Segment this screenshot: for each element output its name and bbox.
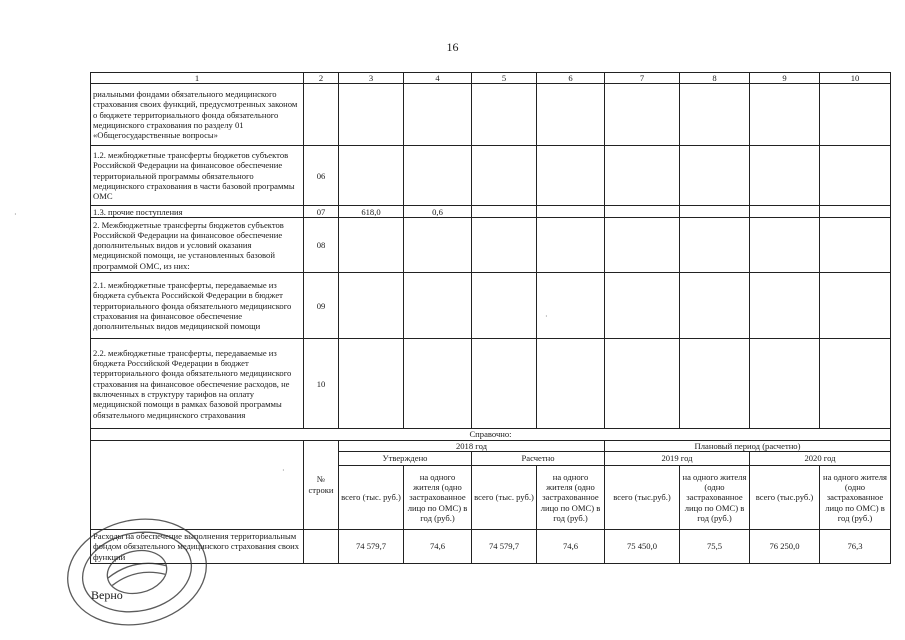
scan-speck: ·: [282, 466, 285, 475]
row-description: 2.1. межбюджетные трансферты, передаваемые из бюджета субъекта Российской Федерации в бюджет территориального фонда обязательного медицинского страхования на финансовое обеспечение дополнительных видов медицинской помощи: [91, 273, 304, 339]
approved-header: Утверждено: [339, 451, 472, 465]
row-description: риальными фондами обязательного медицинского страхования своих функций, предусмотренных законом о бюджете территориального фонда обязательного медицинского страхования по разделу 01 «Общегосударственные вопросы»: [91, 84, 304, 146]
table-row: [91, 339, 891, 429]
reference-title: Справочно:: [91, 429, 891, 440]
per-person-header: на одного жителя (одно застрахованное лицо по ОМС) в год (руб.): [537, 465, 605, 529]
col-num: 10: [820, 73, 891, 84]
cell-value: 74 579,7: [339, 529, 404, 563]
total-header: всего (тыс. руб.): [339, 465, 404, 529]
per-person-header: на одного жителя (одно застрахованное лицо по ОМС) в год (руб.): [404, 465, 472, 529]
reference-title-row: [91, 429, 891, 440]
row-code: [304, 84, 339, 146]
row-code: 07: [304, 206, 339, 218]
col-num: 9: [750, 73, 820, 84]
table-row: [91, 218, 891, 273]
estimated-header: Расчетно: [472, 451, 605, 465]
cell-value: 74 579,7: [472, 529, 537, 563]
year-2020-header: 2020 год: [750, 451, 891, 465]
col-num: 3: [339, 73, 404, 84]
col-num: 6: [537, 73, 605, 84]
cell-value: 74,6: [404, 529, 472, 563]
cell-value: 76 250,0: [750, 529, 820, 563]
per-person-header: на одного жителя (одно застрахованное лицо по ОМС) в год (руб.): [680, 465, 750, 529]
row-code: 10: [304, 339, 339, 429]
cell-value: 75,5: [680, 529, 750, 563]
column-number-row: [91, 73, 891, 84]
scan-speck: ·: [14, 210, 17, 219]
col-num: 4: [404, 73, 472, 84]
cell-value: 75 450,0: [605, 529, 680, 563]
reference-header-row: [91, 440, 891, 451]
per-person-header: на одного жителя (одно застрахованное лицо по ОМС) в год (руб.): [820, 465, 891, 529]
verno-mark: Верно: [91, 588, 123, 602]
year-2019-header: 2019 год: [605, 451, 750, 465]
scan-speck: ·: [545, 312, 548, 321]
row-code: 09: [304, 273, 339, 339]
row-number-header: № строки: [304, 440, 339, 529]
row-description: 2. Межбюджетные трансферты бюджетов субъектов Российской Федерации на финансовое обеспечение дополнительных видов и условий оказания медицинской помощи, не установленных базовой программой ОМС, из них:: [91, 218, 304, 273]
total-header: всего (тыс.руб.): [605, 465, 680, 529]
cell-value: 74,6: [537, 529, 605, 563]
page-number: 16: [446, 40, 459, 54]
total-header: всего (тыс.руб.): [750, 465, 820, 529]
row-code: [304, 529, 339, 563]
row-description: 2.2. межбюджетные трансферты, передаваемые из бюджета Российской Федерации в бюджет территориального фонда обязательного медицинского страхования на финансовое обеспечение расходов, не включенных в структуру тарифов на оплату медицинской помощи в рамках базовой программы обязательного медицинского страхования: [91, 339, 304, 429]
official-seal: [62, 512, 212, 630]
cell-value: 0,6: [404, 206, 472, 218]
total-header: всего (тыс. руб.): [472, 465, 537, 529]
table-row: [91, 84, 891, 146]
col-num: 5: [472, 73, 537, 84]
col-num: 1: [91, 73, 304, 84]
cell-value: 76,3: [820, 529, 891, 563]
year-2018-header: 2018 год: [339, 440, 605, 451]
planned-period-header: Плановый период (расчетно): [605, 440, 891, 451]
col-num: 7: [605, 73, 680, 84]
row-description: Расходы на обеспечение выполнения территориальным фондом обязательного медицинского страхования своих функций: [91, 529, 304, 563]
row-description: 1.3. прочие поступления: [91, 206, 304, 218]
table-row: [91, 146, 891, 206]
row-description: 1.2. межбюджетные трансферты бюджетов субъектов Российской Федерации на финансовое обеспечение территориальной программы обязательного медицинского страхования в части базовой программы ОМС: [91, 146, 304, 206]
col-num: 8: [680, 73, 750, 84]
cell-value: 618,0: [339, 206, 404, 218]
row-code: 06: [304, 146, 339, 206]
row-code: 08: [304, 218, 339, 273]
col-num: 2: [304, 73, 339, 84]
table-row: [91, 206, 891, 218]
table-row: [91, 273, 891, 339]
report-table: [90, 72, 891, 564]
